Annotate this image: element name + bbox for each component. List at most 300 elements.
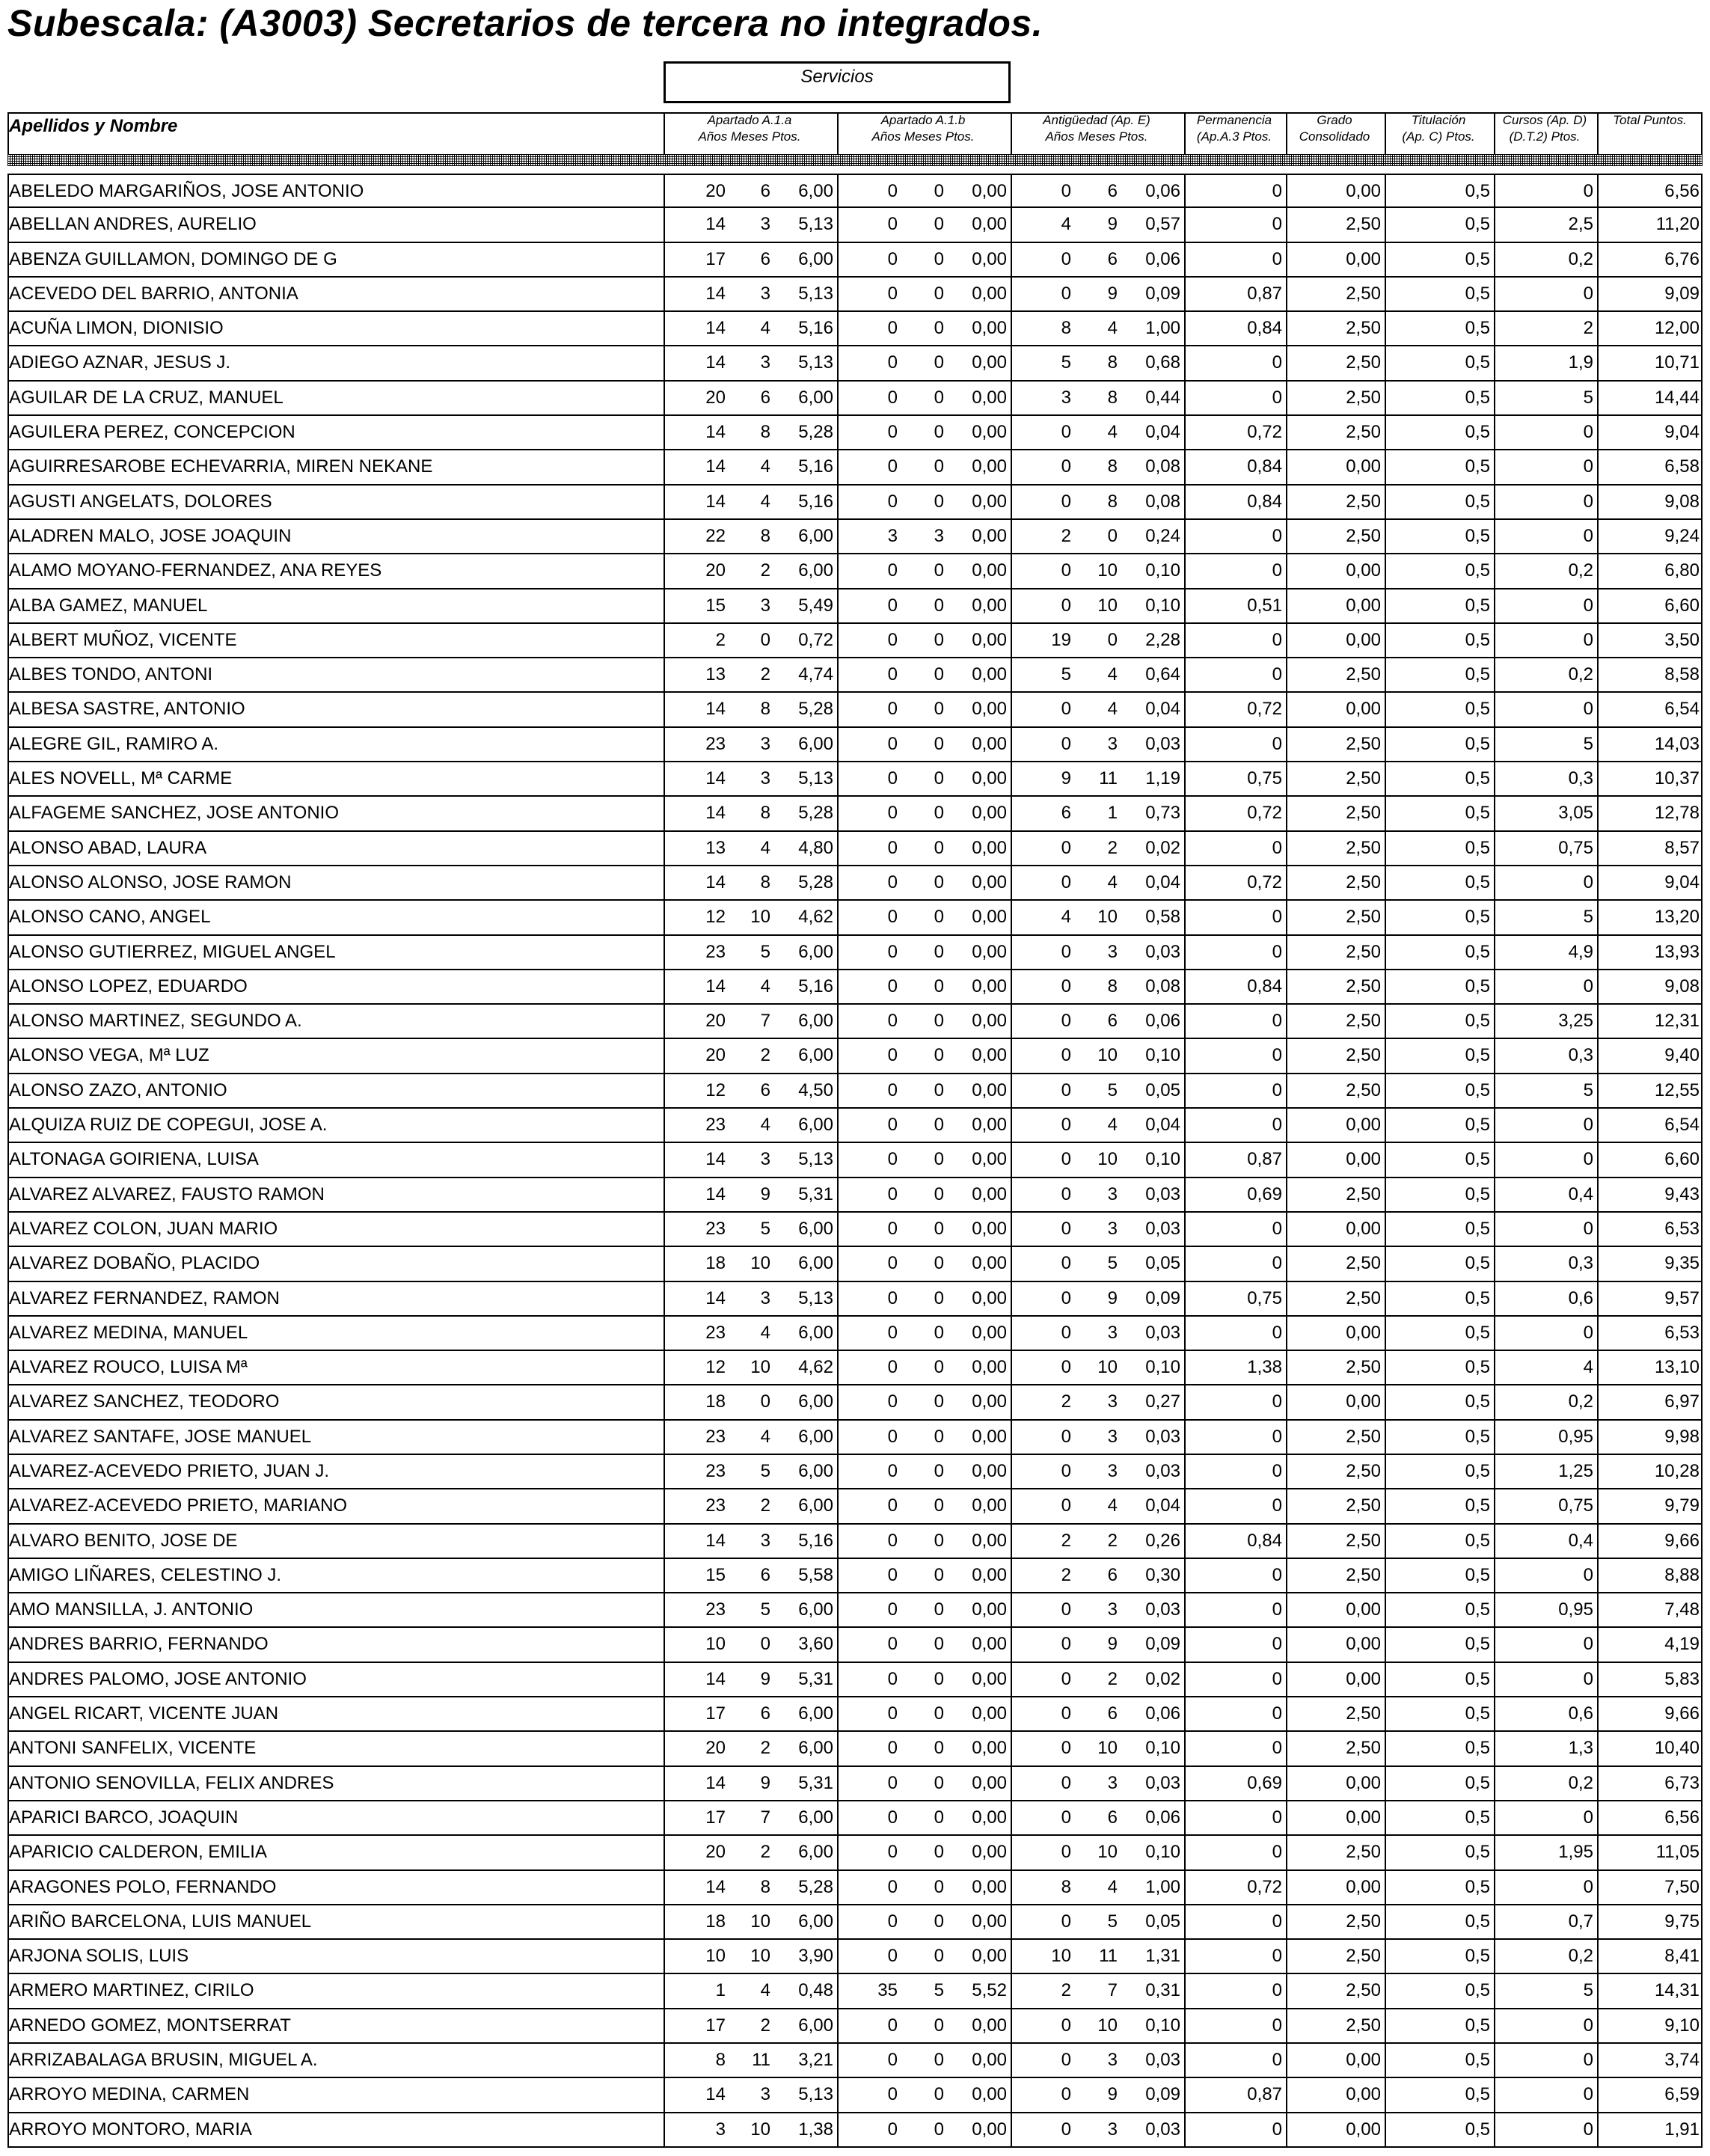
servicios-header: Servicios: [664, 61, 1011, 103]
data-table: [7, 174, 1703, 2148]
cell-a1a-anios: 17: [705, 1807, 726, 1828]
cell-cursos: 0: [1583, 595, 1593, 616]
column-divider: [1494, 658, 1495, 691]
cell-a1b-meses: 0: [934, 1668, 944, 1689]
cell-a1b-ptos: 0,00: [972, 1599, 1007, 1620]
cell-a1a-meses: 10: [750, 1946, 770, 1967]
cell-ant-ptos: 0,10: [1145, 1738, 1180, 1759]
column-divider: [7, 312, 9, 345]
cell-grado: 2,50: [1346, 1842, 1381, 1863]
cell-ant-meses: 7: [1107, 1980, 1118, 2001]
cell-ant-meses: 6: [1107, 1703, 1118, 1724]
column-divider: [664, 693, 665, 726]
table-row: [7, 243, 1703, 278]
cell-a1a-anios: 23: [705, 1115, 726, 1136]
cell-ant-meses: 8: [1107, 491, 1118, 512]
cell-a1a-ptos: 4,62: [798, 1357, 833, 1378]
column-divider: [1184, 554, 1186, 587]
column-divider: [1184, 486, 1186, 518]
cell-a1b-ptos: 0,00: [972, 595, 1007, 616]
cell-a1a-meses: 0: [760, 1391, 770, 1412]
cell-grado: 2,50: [1346, 214, 1381, 235]
cell-a1a-anios: 14: [705, 422, 726, 443]
column-divider: [664, 832, 665, 865]
cell-grado: 2,50: [1346, 1946, 1381, 1967]
header-grado-line1: Grado: [1317, 113, 1352, 127]
cell-a1a-ptos: 6,00: [798, 2015, 833, 2036]
cell-a1a-meses: 9: [760, 1183, 770, 1204]
cell-ant-meses: 3: [1107, 1322, 1118, 1343]
cell-total: 7,48: [1664, 1599, 1700, 1620]
cell-ant-ptos: 0,31: [1145, 1980, 1180, 2001]
column-divider: [1286, 1940, 1287, 1973]
cell-a1b-ptos: 0,00: [972, 1218, 1007, 1239]
cell-name: ARAGONES POLO, FERNANDO: [9, 1876, 277, 1897]
cell-total: 10,71: [1654, 352, 1700, 373]
column-divider: [1385, 1385, 1386, 1418]
cell-ant-ptos: 0,57: [1145, 214, 1180, 235]
column-divider: [1701, 1593, 1703, 1626]
column-divider: [7, 1455, 9, 1488]
cell-titulacion: 0,5: [1465, 1876, 1490, 1897]
column-divider: [1701, 1871, 1703, 1904]
cell-ant-meses: 9: [1107, 283, 1118, 304]
cell-name: ALBES TONDO, ANTONI: [9, 664, 213, 685]
cell-a1a-anios: 10: [705, 1634, 726, 1655]
cell-a1a-ptos: 5,13: [798, 352, 833, 373]
cell-ant-meses: 4: [1107, 664, 1118, 685]
column-divider: [1385, 346, 1386, 379]
column-divider: [664, 1525, 665, 1558]
column-divider: [7, 520, 9, 553]
column-divider: [1701, 1317, 1703, 1350]
column-divider: [1494, 866, 1495, 899]
column-divider: [664, 1385, 665, 1418]
cell-a1a-ptos: 6,00: [798, 560, 833, 581]
cell-a1b-meses: 0: [934, 629, 944, 650]
table-row: [7, 1213, 1703, 1247]
column-divider: [1701, 1039, 1703, 1072]
column-divider: [1184, 1385, 1186, 1418]
column-divider: [664, 346, 665, 379]
column-divider: [7, 1697, 9, 1730]
cell-a1b-ptos: 0,00: [972, 1668, 1007, 1689]
column-divider: [664, 520, 665, 553]
cell-titulacion: 0,5: [1465, 1011, 1490, 1032]
column-divider: [1286, 832, 1287, 865]
cell-titulacion: 0,5: [1465, 1045, 1490, 1066]
column-divider: [1494, 1663, 1495, 1696]
column-divider: [1385, 312, 1386, 345]
column-divider: [1597, 2078, 1599, 2111]
cell-name: ANDRES PALOMO, JOSE ANTONIO: [9, 1668, 307, 1689]
cell-ant-meses: 2: [1107, 1668, 1118, 1689]
cell-a1b-ptos: 0,00: [972, 422, 1007, 443]
cell-a1b-anios: 0: [887, 1183, 898, 1204]
column-divider: [664, 312, 665, 345]
cell-a1a-anios: 13: [705, 837, 726, 858]
column-divider: [1184, 762, 1186, 795]
cell-a1b-ptos: 0,00: [972, 1911, 1007, 1932]
cell-a1a-ptos: 6,00: [798, 941, 833, 962]
column-divider: [7, 693, 9, 726]
cell-name: ANTONIO SENOVILLA, FELIX ANDRES: [9, 1772, 334, 1793]
column-divider: [1184, 1074, 1186, 1107]
table-row: [7, 382, 1703, 416]
cell-a1b-ptos: 0,00: [972, 768, 1007, 789]
cell-ant-ptos: 0,10: [1145, 1045, 1180, 1066]
cell-total: 11,20: [1655, 214, 1700, 235]
cell-a1a-meses: 3: [760, 733, 770, 754]
column-divider: [1494, 243, 1495, 276]
cell-name: ARIÑO BARCELONA, LUIS MANUEL: [9, 1911, 312, 1932]
cell-total: 9,66: [1664, 1703, 1700, 1724]
cell-a1b-meses: 0: [934, 2119, 944, 2140]
cell-ant-meses: 8: [1107, 456, 1118, 477]
cell-ant-meses: 3: [1107, 1218, 1118, 1239]
cell-titulacion: 0,5: [1465, 491, 1490, 512]
cell-ant-anios: 0: [1061, 941, 1071, 962]
cell-a1b-anios: 0: [887, 872, 898, 892]
cell-titulacion: 0,5: [1465, 1703, 1490, 1724]
cell-ant-meses: 4: [1107, 699, 1118, 720]
cell-a1a-ptos: 3,90: [798, 1946, 833, 1967]
cell-grado: 0,00: [1346, 1599, 1381, 1620]
cell-ant-ptos: 0,10: [1145, 1357, 1180, 1378]
cell-a1b-ptos: 0,00: [972, 941, 1007, 962]
column-divider: [1701, 797, 1703, 830]
cell-a1a-anios: 20: [705, 1842, 726, 1863]
cell-a1a-meses: 3: [760, 1149, 770, 1170]
cell-ant-ptos: 0,03: [1145, 1218, 1180, 1239]
column-divider: [1494, 208, 1495, 241]
cell-a1b-meses: 0: [934, 907, 944, 928]
cell-ant-anios: 0: [1061, 2119, 1071, 2140]
cell-ant-meses: 8: [1107, 976, 1118, 996]
cell-a1a-meses: 4: [760, 456, 770, 477]
column-divider: [1701, 208, 1703, 241]
column-divider: [1286, 1247, 1287, 1280]
cell-cursos: 0: [1583, 872, 1593, 892]
cell-titulacion: 0,5: [1465, 1772, 1490, 1793]
cell-ant-ptos: 0,10: [1145, 560, 1180, 581]
column-divider: [1184, 1317, 1186, 1350]
column-divider: [1184, 278, 1186, 310]
cell-a1a-meses: 10: [750, 2119, 770, 2140]
cell-permanencia: 0: [1272, 837, 1282, 858]
cell-total: 6,73: [1664, 1772, 1700, 1793]
cell-grado: 2,50: [1346, 387, 1381, 408]
cell-ant-meses: 10: [1097, 1842, 1118, 1863]
column-divider: [1494, 1213, 1495, 1246]
cell-grado: 0,00: [1346, 2050, 1381, 2071]
cell-grado: 2,50: [1346, 491, 1381, 512]
cell-a1a-anios: 14: [705, 768, 726, 789]
cell-a1b-meses: 0: [934, 1287, 944, 1308]
column-divider: [664, 1489, 665, 1522]
cell-total: 9,08: [1664, 976, 1700, 996]
cell-name: ALAMO MOYANO-FERNANDEZ, ANA REYES: [9, 560, 382, 581]
column-divider: [1385, 1455, 1386, 1488]
column-divider: [1385, 901, 1386, 934]
cell-a1b-ptos: 0,00: [972, 872, 1007, 892]
cell-a1a-meses: 0: [760, 629, 770, 650]
cell-ant-ptos: 0,06: [1145, 181, 1180, 201]
column-divider: [1385, 1593, 1386, 1626]
cell-ant-ptos: 2,28: [1145, 629, 1180, 650]
cell-ant-ptos: 0,02: [1145, 837, 1180, 858]
cell-permanencia: 0: [1272, 181, 1282, 201]
column-divider: [7, 208, 9, 241]
column-divider: [1597, 1421, 1599, 1454]
column-divider: [1597, 901, 1599, 934]
column-divider: [664, 2009, 665, 2042]
cell-grado: 0,00: [1346, 560, 1381, 581]
header-ant-line2: Años Meses Ptos.: [1045, 129, 1148, 144]
column-divider: [1597, 1317, 1599, 1350]
column-divider: [1597, 1247, 1599, 1280]
column-divider: [7, 1974, 9, 2007]
cell-cursos: 0: [1583, 699, 1593, 720]
cell-a1b-meses: 0: [934, 1842, 944, 1863]
cell-a1a-meses: 2: [760, 664, 770, 685]
column-divider: [1286, 1593, 1287, 1626]
cell-a1a-ptos: 6,00: [798, 1460, 833, 1481]
column-divider: [1184, 1559, 1186, 1592]
cell-cursos: 0: [1583, 1807, 1593, 1828]
column-divider: [1597, 520, 1599, 553]
column-divider: [1494, 2009, 1495, 2042]
cell-total: 12,55: [1654, 1079, 1700, 1100]
column-divider: [664, 901, 665, 934]
column-divider: [1701, 1351, 1703, 1384]
cell-a1a-anios: 14: [705, 283, 726, 304]
cell-total: 6,60: [1664, 595, 1700, 616]
column-divider: [1494, 1178, 1495, 1211]
column-divider: [7, 346, 9, 379]
cell-titulacion: 0,5: [1465, 803, 1490, 824]
cell-titulacion: 0,5: [1465, 2050, 1490, 2071]
cell-total: 9,98: [1664, 1426, 1700, 1447]
cell-permanencia: 0: [1272, 1946, 1282, 1967]
cell-a1b-meses: 0: [934, 1357, 944, 1378]
cell-a1a-anios: 8: [715, 2050, 726, 2071]
column-divider: [7, 278, 9, 310]
cell-a1b-ptos: 0,00: [972, 1079, 1007, 1100]
cell-ant-meses: 4: [1107, 1495, 1118, 1516]
cell-titulacion: 0,5: [1465, 1426, 1490, 1447]
cell-grado: 0,00: [1346, 181, 1381, 201]
cell-titulacion: 0,5: [1465, 1564, 1490, 1585]
table-row: [7, 658, 1703, 693]
column-divider: [7, 1005, 9, 1038]
column-divider: [1494, 175, 1495, 206]
column-divider: [1286, 1213, 1287, 1246]
column-divider: [7, 658, 9, 691]
column-divider: [1597, 1801, 1599, 1834]
cell-a1b-ptos: 0,00: [972, 1287, 1007, 1308]
column-divider: [1597, 278, 1599, 310]
cell-total: 9,57: [1664, 1287, 1700, 1308]
cell-permanencia: 0: [1272, 1079, 1282, 1100]
cell-ant-anios: 0: [1061, 1703, 1071, 1724]
cell-a1a-meses: 10: [750, 1357, 770, 1378]
cell-ant-ptos: 0,10: [1145, 1842, 1180, 1863]
cell-grado: 2,50: [1346, 664, 1381, 685]
cell-ant-anios: 0: [1061, 456, 1071, 477]
cell-a1a-meses: 3: [760, 768, 770, 789]
cell-a1a-ptos: 4,62: [798, 907, 833, 928]
cell-a1b-anios: 0: [887, 560, 898, 581]
cell-total: 9,09: [1664, 283, 1700, 304]
cell-a1a-ptos: 6,00: [798, 248, 833, 269]
cell-ant-anios: 0: [1061, 699, 1071, 720]
cell-ant-ptos: 0,44: [1145, 387, 1180, 408]
cell-cursos: 4: [1583, 1357, 1593, 1378]
column-divider: [1597, 1871, 1599, 1904]
column-divider: [664, 728, 665, 761]
column-divider: [1385, 1697, 1386, 1730]
cell-titulacion: 0,5: [1465, 872, 1490, 892]
cell-a1b-anios: 0: [887, 283, 898, 304]
column-divider: [664, 243, 665, 276]
column-divider: [664, 1421, 665, 1454]
cell-a1b-ptos: 0,00: [972, 1772, 1007, 1793]
cell-total: 13,20: [1654, 907, 1700, 928]
column-divider: [7, 1317, 9, 1350]
cell-a1a-anios: 23: [705, 1426, 726, 1447]
column-divider: [1701, 901, 1703, 934]
column-divider: [1597, 832, 1599, 865]
cell-grado: 2,50: [1346, 1460, 1381, 1481]
cell-grado: 0,00: [1346, 1772, 1381, 1793]
column-divider: [7, 728, 9, 761]
table-row: [7, 2113, 1703, 2148]
cell-a1a-meses: 4: [760, 491, 770, 512]
table-row: [7, 1974, 1703, 2009]
cell-a1b-meses: 0: [934, 283, 944, 304]
column-divider: [1494, 589, 1495, 622]
column-divider: [1597, 1074, 1599, 1107]
column-divider: [1701, 589, 1703, 622]
cell-name: ALVAREZ-ACEVEDO PRIETO, JUAN J.: [9, 1460, 330, 1481]
column-divider: [1494, 1525, 1495, 1558]
column-divider: [664, 970, 665, 1003]
cell-a1a-anios: 15: [705, 595, 726, 616]
column-divider: [7, 1385, 9, 1418]
column-divider: [1286, 728, 1287, 761]
column-divider: [664, 486, 665, 518]
cell-a1a-anios: 23: [705, 1218, 726, 1239]
column-divider: [1701, 1213, 1703, 1246]
cell-a1a-meses: 5: [760, 1460, 770, 1481]
cell-a1b-anios: 0: [887, 491, 898, 512]
table-row: [7, 1005, 1703, 1039]
column-divider: [1385, 416, 1386, 449]
column-divider: [1597, 936, 1599, 969]
cell-grado: 2,50: [1346, 733, 1381, 754]
cell-a1b-anios: 0: [887, 907, 898, 928]
cell-grado: 2,50: [1346, 283, 1381, 304]
column-divider: [1385, 693, 1386, 726]
cell-a1b-ptos: 0,00: [972, 1634, 1007, 1655]
cell-a1b-ptos: 0,00: [972, 1426, 1007, 1447]
cell-a1a-ptos: 6,00: [798, 1911, 833, 1932]
table-row: [7, 1178, 1703, 1213]
column-divider: [1286, 1455, 1287, 1488]
cell-titulacion: 0,5: [1465, 768, 1490, 789]
cell-a1b-ptos: 0,00: [972, 456, 1007, 477]
column-divider: [1184, 1801, 1186, 1834]
cell-name: ALVAREZ ALVAREZ, FAUSTO RAMON: [9, 1183, 325, 1204]
cell-a1a-anios: 23: [705, 1495, 726, 1516]
cell-ant-anios: 0: [1061, 560, 1071, 581]
cell-a1b-ptos: 0,00: [972, 181, 1007, 201]
table-row: [7, 797, 1703, 831]
table-row: [7, 2078, 1703, 2113]
cell-ant-ptos: 0,64: [1145, 664, 1180, 685]
cell-a1a-meses: 8: [760, 422, 770, 443]
cell-a1a-meses: 9: [760, 1772, 770, 1793]
column-divider: [1597, 486, 1599, 518]
cell-grado: 0,00: [1346, 699, 1381, 720]
table-row: [7, 728, 1703, 762]
column-divider: [1494, 1871, 1495, 1904]
cell-ant-meses: 10: [1097, 595, 1118, 616]
column-divider: [1286, 1282, 1287, 1315]
cell-permanencia: 0: [1272, 664, 1282, 685]
cell-a1a-anios: 23: [705, 1599, 726, 1620]
cell-permanencia: 0: [1272, 1703, 1282, 1724]
column-divider: [1597, 1489, 1599, 1522]
column-divider: [1701, 1247, 1703, 1280]
cell-a1a-meses: 4: [760, 837, 770, 858]
column-divider: [1597, 1351, 1599, 1384]
column-divider: [664, 450, 665, 483]
column-divider: [1385, 866, 1386, 899]
column-divider: [1286, 589, 1287, 622]
cell-a1b-anios: 35: [877, 1980, 898, 2001]
cell-name: ALEGRE GIL, RAMIRO A.: [9, 733, 219, 754]
cell-name: ALBA GAMEZ, MANUEL: [9, 595, 208, 616]
cell-ant-meses: 9: [1107, 2084, 1118, 2105]
cell-permanencia: 0: [1272, 2119, 1282, 2140]
cell-a1a-meses: 2: [760, 1842, 770, 1863]
column-divider: [1184, 693, 1186, 726]
column-divider: [1597, 762, 1599, 795]
table-row: [7, 1247, 1703, 1281]
column-divider: [1286, 693, 1287, 726]
cell-a1b-anios: 0: [887, 1668, 898, 1689]
cell-ant-anios: 0: [1061, 837, 1071, 858]
cell-ant-meses: 5: [1107, 1911, 1118, 1932]
cell-grado: 2,50: [1346, 768, 1381, 789]
column-divider: [1701, 486, 1703, 518]
cell-titulacion: 0,5: [1465, 1946, 1490, 1967]
cell-ant-anios: 0: [1061, 595, 1071, 616]
cell-a1b-ptos: 0,00: [972, 1946, 1007, 1967]
cell-a1a-anios: 17: [705, 1703, 726, 1724]
cell-permanencia: 0,69: [1247, 1772, 1282, 1793]
cell-grado: 0,00: [1346, 629, 1381, 650]
cell-permanencia: 0: [1272, 1322, 1282, 1343]
column-divider: [1286, 1351, 1287, 1384]
column-divider: [1701, 1005, 1703, 1038]
cell-a1a-ptos: 0,72: [798, 629, 833, 650]
column-divider: [1701, 2078, 1703, 2111]
column-divider: [1597, 624, 1599, 657]
column-divider: [1286, 1836, 1287, 1869]
